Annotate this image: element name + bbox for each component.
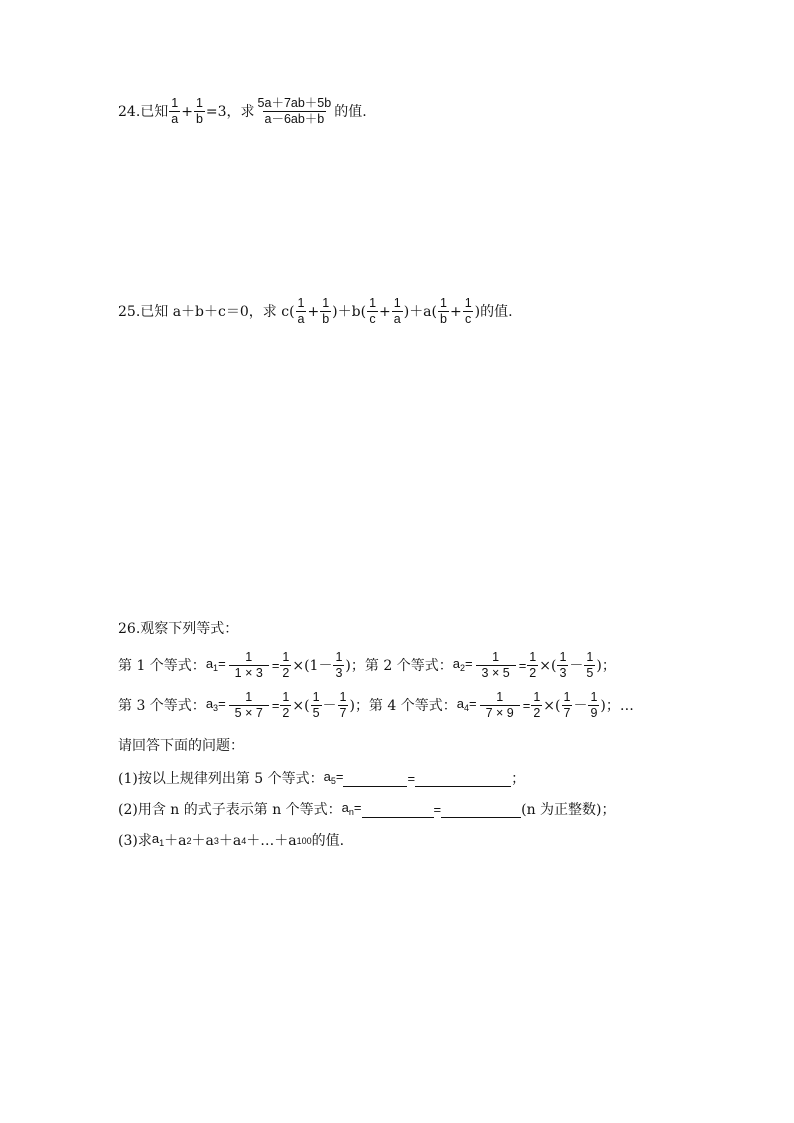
fraction-1-over-2: $\frac{1}{2}$ <box>282 690 290 720</box>
fraction-1-over-2: $\frac{1}{2}$ <box>282 650 290 680</box>
fraction-1-over-1x3: $\frac{1}{1 \times 3}$ <box>229 650 269 681</box>
plus-sign: + <box>181 103 193 120</box>
part-1: (1)按以上规律列出第 5 个等式： $a_5=$ = ； <box>118 769 526 787</box>
fraction-1-over-b: $\frac{1}{b}$ <box>322 296 330 326</box>
fraction-1-over-9: $\frac{1}{9}$ <box>590 690 598 720</box>
fraction-1-over-3x5: $\frac{1}{3 \times 5}$ <box>476 650 516 681</box>
question-25: 25.已知 a＋b＋c＝0，求 c ( $\frac{1}{a}$ + $\frac{1}{b}$ ) ＋b ( $\frac{1}{c}$ + $\frac{1}{a}$ ) ＋a ( $\frac{1}{b}$ + $\frac{1}{c}$ ) 的值. <box>118 296 513 326</box>
q24-known: 已知 <box>140 103 169 120</box>
fraction-1-over-a: $\frac{1}{a}$ <box>171 96 179 126</box>
fraction-1-over-b: $\frac{1}{b}$ <box>195 96 203 126</box>
answer-prompt: 请回答下面的问题： <box>118 738 244 754</box>
fraction-1-over-c: $\frac{1}{c}$ <box>369 296 377 326</box>
equals-3: =3， <box>205 103 241 120</box>
q24-number: 24. <box>118 103 141 120</box>
fraction-1-over-3: $\frac{1}{3}$ <box>559 650 567 680</box>
answer-blank-2a[interactable] <box>362 803 434 818</box>
equations-3-4: 第 3 个等式： $a_3=$ $\frac{1}{5 \times 7}$ = $\frac{1}{2}$ × ( $\frac{1}{5}$ － $\frac{1}{7}$ ) ；第 4 个等式： $a_4=$ $\frac{1}{7 \times 9}$ = $\frac{1}{2}$ × ( $\frac{1}{7}$ － $\frac{1}{9}$ ) ；… <box>118 690 634 720</box>
q24-tail: 的值. <box>334 103 367 120</box>
q25-tail: 的值. <box>480 303 513 320</box>
fraction-1-over-2: $\frac{1}{2}$ <box>533 690 541 720</box>
fraction-1-over-c: $\frac{1}{c}$ <box>464 296 472 326</box>
fraction-1-over-7: $\frac{1}{7}$ <box>563 690 571 720</box>
fraction-1-over-a: $\frac{1}{a}$ <box>393 296 401 326</box>
fraction-1-over-5: $\frac{1}{5}$ <box>312 690 320 720</box>
answer-blank-1a[interactable] <box>343 772 407 787</box>
part-3: (3)求 $a_1$ ＋a 2 ＋a 3 ＋a 4 ＋…＋a 100 的值. <box>118 831 345 849</box>
fraction-1-over-b: $\frac{1}{b}$ <box>440 296 447 326</box>
fraction-1-over-7: $\frac{1}{7}$ <box>339 690 347 720</box>
part-2: (2)用含 n 的式子表示第 n 个等式： $a_n=$ = (n 为正整数)； <box>118 800 616 818</box>
question-24 <box>118 96 367 127</box>
fraction-1-over-2: $\frac{1}{2}$ <box>529 650 537 680</box>
question-26-title: 26.观察下列等式： <box>118 621 239 637</box>
fraction-1-over-7x9: $\frac{1}{7 \times 9}$ <box>480 690 520 721</box>
fraction-1-over-3: $\frac{1}{3}$ <box>335 650 343 680</box>
q24-ask: 求 <box>240 103 255 120</box>
equations-1-2: 第 1 个等式： $a_1=$ $\frac{1}{1 \times 3}$ = $\frac{1}{2}$ × (1－ $\frac{1}{3}$ ) ；第 2 个等式： $a_2=$ $\frac{1}{3 \times 5}$ = $\frac{1}{2}$ × ( $\frac{1}{3}$ － $\frac{1}{5}$ ) ； <box>118 650 616 680</box>
fraction-1-over-5: $\frac{1}{5}$ <box>586 650 594 680</box>
fraction-main: $\frac{5a+7ab+5b}{a-6ab+b}$ <box>257 96 332 126</box>
answer-blank-2b[interactable] <box>441 803 521 818</box>
answer-blank-1b[interactable] <box>415 772 511 787</box>
q25-prefix: 25.已知 a＋b＋c＝0，求 c <box>118 303 290 320</box>
fraction-1-over-a: $\frac{1}{a}$ <box>297 296 305 326</box>
fraction-1-over-5x7: $\frac{1}{5 \times 7}$ <box>229 690 269 721</box>
